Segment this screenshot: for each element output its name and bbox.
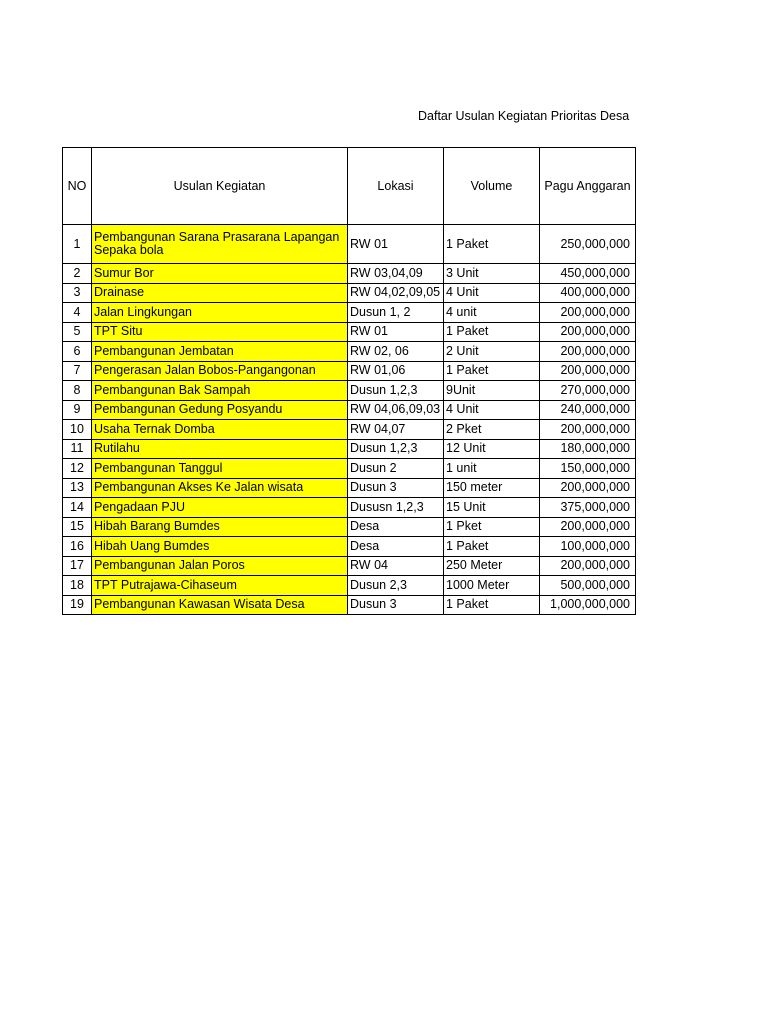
table-row [63, 478, 636, 498]
cell-kegiatan: Hibah Uang Bumdes [92, 537, 348, 557]
kegiatan-table [62, 147, 636, 615]
table-row [63, 342, 636, 362]
cell-pagu: 375,000,000 [540, 498, 636, 518]
cell-volume: 4 Unit [444, 283, 540, 303]
cell-no: 6 [63, 342, 92, 362]
cell-pagu: 270,000,000 [540, 381, 636, 401]
cell-no: 14 [63, 498, 92, 518]
cell-volume: 3 Unit [444, 264, 540, 284]
cell-no: 7 [63, 361, 92, 381]
cell-no: 2 [63, 264, 92, 284]
cell-volume: 4 unit [444, 303, 540, 323]
cell-no: 12 [63, 459, 92, 479]
cell-no: 1 [63, 225, 92, 264]
cell-lokasi: RW 03,04,09 [348, 264, 444, 284]
cell-volume: 1 Paket [444, 322, 540, 342]
cell-no: 17 [63, 556, 92, 576]
cell-volume: 250 Meter [444, 556, 540, 576]
cell-pagu: 200,000,000 [540, 342, 636, 362]
cell-no: 16 [63, 537, 92, 557]
table-row [63, 556, 636, 576]
cell-kegiatan: Jalan Lingkungan [92, 303, 348, 323]
cell-kegiatan: TPT Situ [92, 322, 348, 342]
table-row [63, 361, 636, 381]
cell-volume: 1000 Meter [444, 576, 540, 596]
cell-pagu: 240,000,000 [540, 400, 636, 420]
cell-no: 11 [63, 439, 92, 459]
cell-kegiatan: Pembangunan Sarana Prasarana Lapangan Sepaka bola [92, 225, 348, 264]
cell-kegiatan: Rutilahu [92, 439, 348, 459]
cell-lokasi: RW 04,02,09,05 [348, 283, 444, 303]
cell-volume: 9Unit [444, 381, 540, 401]
table-row [63, 459, 636, 479]
cell-volume: 1 Paket [444, 361, 540, 381]
cell-lokasi: Dusun 3 [348, 595, 444, 615]
cell-kegiatan: Pembangunan Akses Ke Jalan wisata [92, 478, 348, 498]
header-no: NO [63, 148, 92, 225]
cell-lokasi: RW 04,06,09,03 [348, 400, 444, 420]
cell-lokasi: RW 01,06 [348, 361, 444, 381]
cell-no: 8 [63, 381, 92, 401]
cell-volume: 2 Unit [444, 342, 540, 362]
cell-no: 3 [63, 283, 92, 303]
table-row [63, 400, 636, 420]
cell-no: 5 [63, 322, 92, 342]
cell-kegiatan: Pembangunan Jembatan [92, 342, 348, 362]
cell-lokasi: RW 02, 06 [348, 342, 444, 362]
cell-pagu: 450,000,000 [540, 264, 636, 284]
table-body [63, 225, 636, 615]
cell-volume: 1 Paket [444, 537, 540, 557]
cell-no: 9 [63, 400, 92, 420]
cell-kegiatan: Pembangunan Tanggul [92, 459, 348, 479]
cell-lokasi: RW 04 [348, 556, 444, 576]
cell-pagu: 200,000,000 [540, 303, 636, 323]
table-row [63, 498, 636, 518]
cell-volume: 2 Pket [444, 420, 540, 440]
cell-lokasi: Dusun 1, 2 [348, 303, 444, 323]
cell-lokasi: RW 01 [348, 322, 444, 342]
table-row [63, 283, 636, 303]
cell-volume: 1 Paket [444, 595, 540, 615]
cell-pagu: 150,000,000 [540, 459, 636, 479]
cell-lokasi: RW 01 [348, 225, 444, 264]
cell-pagu: 250,000,000 [540, 225, 636, 264]
cell-kegiatan: Sumur Bor [92, 264, 348, 284]
cell-kegiatan: Pembangunan Jalan Poros [92, 556, 348, 576]
cell-lokasi: RW 04,07 [348, 420, 444, 440]
cell-pagu: 400,000,000 [540, 283, 636, 303]
cell-kegiatan: Pembangunan Gedung Posyandu [92, 400, 348, 420]
table-row [63, 517, 636, 537]
document-title: Daftar Usulan Kegiatan Prioritas Desa [418, 109, 630, 123]
table-row [63, 439, 636, 459]
cell-kegiatan: Pembangunan Bak Sampah [92, 381, 348, 401]
cell-kegiatan: Hibah Barang Bumdes [92, 517, 348, 537]
cell-pagu: 200,000,000 [540, 420, 636, 440]
cell-kegiatan: Pengerasan Jalan Bobos-Pangangonan [92, 361, 348, 381]
cell-volume: 12 Unit [444, 439, 540, 459]
cell-no: 19 [63, 595, 92, 615]
cell-kegiatan: Pengadaan PJU [92, 498, 348, 518]
header-row [63, 148, 636, 225]
cell-pagu: 200,000,000 [540, 322, 636, 342]
cell-lokasi: Dusun 2,3 [348, 576, 444, 596]
header-kegiatan: Usulan Kegiatan [92, 148, 348, 225]
cell-lokasi: Dusun 2 [348, 459, 444, 479]
header-pagu: Pagu Anggaran [540, 148, 636, 225]
table-row [63, 264, 636, 284]
table-row [63, 303, 636, 323]
table-row [63, 576, 636, 596]
cell-no: 15 [63, 517, 92, 537]
cell-no: 13 [63, 478, 92, 498]
header-volume: Volume [444, 148, 540, 225]
cell-kegiatan: Usaha Ternak Domba [92, 420, 348, 440]
cell-lokasi: Dusun 3 [348, 478, 444, 498]
table-row [63, 322, 636, 342]
cell-volume: 4 Unit [444, 400, 540, 420]
cell-volume: 1 Pket [444, 517, 540, 537]
cell-lokasi: Desa [348, 537, 444, 557]
cell-no: 18 [63, 576, 92, 596]
cell-no: 10 [63, 420, 92, 440]
cell-pagu: 500,000,000 [540, 576, 636, 596]
cell-kegiatan: Drainase [92, 283, 348, 303]
cell-lokasi: Dusun 1,2,3 [348, 381, 444, 401]
cell-pagu: 200,000,000 [540, 361, 636, 381]
table-row [63, 381, 636, 401]
cell-volume: 15 Unit [444, 498, 540, 518]
cell-kegiatan: TPT Putrajawa-Cihaseum [92, 576, 348, 596]
header-lokasi: Lokasi [348, 148, 444, 225]
cell-volume: 150 meter [444, 478, 540, 498]
cell-pagu: 200,000,000 [540, 517, 636, 537]
cell-kegiatan: Pembangunan Kawasan Wisata Desa [92, 595, 348, 615]
table-row [63, 537, 636, 557]
table-row [63, 595, 636, 615]
cell-pagu: 100,000,000 [540, 537, 636, 557]
cell-pagu: 180,000,000 [540, 439, 636, 459]
cell-pagu: 1,000,000,000 [540, 595, 636, 615]
cell-lokasi: Desa [348, 517, 444, 537]
cell-no: 4 [63, 303, 92, 323]
cell-pagu: 200,000,000 [540, 556, 636, 576]
table-row [63, 420, 636, 440]
cell-lokasi: Dusun 1,2,3 [348, 439, 444, 459]
cell-volume: 1 Paket [444, 225, 540, 264]
table-row [63, 225, 636, 264]
cell-lokasi: Dususn 1,2,3 [348, 498, 444, 518]
cell-volume: 1 unit [444, 459, 540, 479]
cell-pagu: 200,000,000 [540, 478, 636, 498]
